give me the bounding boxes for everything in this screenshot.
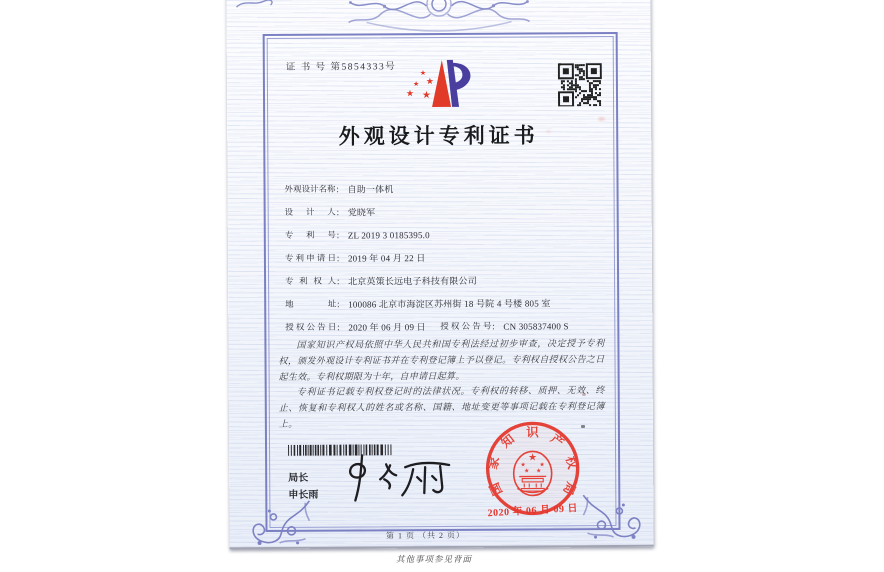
body-paragraph-1: 国家知识产权局依照中华人民共和国专利法经过初步审查，决定授予专利权，颁发外观设计专利证书并在专利登记簿上予以登记。专利权自授权公告之日起生效。专利权期限为十年，自申请日起算。 xyxy=(278,338,605,382)
svg-text:★: ★ xyxy=(539,461,545,469)
svg-text:★: ★ xyxy=(425,77,435,88)
signer-title: 局长 xyxy=(288,472,309,484)
grant-number-pair xyxy=(440,313,568,339)
svg-text:权: 权 xyxy=(563,454,580,471)
field-row-patent-number xyxy=(285,221,605,246)
svg-text:★: ★ xyxy=(412,80,420,89)
page-number: 第 1 页 （共 2 页） xyxy=(386,530,466,541)
field-label: 授权公告日 xyxy=(285,322,337,332)
svg-text:家: 家 xyxy=(485,455,503,471)
field-value: 2020 年 06 月 09 日 xyxy=(348,322,426,333)
field-colon: ： xyxy=(335,207,345,218)
svg-text:局: 局 xyxy=(560,479,579,498)
field-row-patentee xyxy=(285,267,605,292)
cnipa-patent-logo-icon xyxy=(402,56,474,110)
field-value: 100086 北京市海淀区苏州街 18 号院 4 号楼 805 室 xyxy=(348,298,551,310)
body-paragraph-2: 专利证书记载专利权登记时的法律状况。专利权的转移、质押、无效、终止、恢复和专利权人的姓名或名称、国籍、地址变更等事项记载在专利登记簿上。 xyxy=(278,385,605,429)
photo-speck xyxy=(582,393,586,396)
field-colon: ： xyxy=(335,253,345,264)
field-colon: ： xyxy=(335,230,345,241)
field-colon: ： xyxy=(335,184,345,195)
certificate-fields xyxy=(284,175,605,338)
field-label: 地址 xyxy=(285,299,337,309)
field-label: 设计人 xyxy=(284,207,336,217)
field-row-grant-date-and-number xyxy=(285,313,605,338)
handwritten-signature-icon xyxy=(337,450,455,505)
qr-code-icon xyxy=(558,63,602,106)
field-label: 专利号 xyxy=(284,230,336,240)
signer-name: 申长雨 xyxy=(288,489,319,501)
field-row-filing-date xyxy=(285,244,605,269)
field-row-design-name xyxy=(284,175,604,200)
svg-text:★: ★ xyxy=(535,467,542,475)
svg-text:★: ★ xyxy=(421,90,432,102)
svg-text:★: ★ xyxy=(419,69,427,78)
field-row-address xyxy=(285,290,605,315)
field-value: ZL 2019 3 0185395.0 xyxy=(347,230,430,241)
photo-speck xyxy=(581,425,585,428)
svg-text:国: 国 xyxy=(487,480,506,498)
field-label: 外观设计名称 xyxy=(284,184,336,194)
svg-text:★: ★ xyxy=(520,461,526,469)
top-left-ornament-fragment xyxy=(234,0,274,11)
field-label: 专利权人 xyxy=(285,276,337,286)
field-value: CN 305837400 S xyxy=(503,321,569,332)
svg-text:产: 产 xyxy=(547,431,567,451)
back-side-note: 其他事项参见背面 xyxy=(396,554,473,564)
svg-text:识: 识 xyxy=(526,425,539,440)
field-colon: ： xyxy=(336,322,346,333)
svg-text:★: ★ xyxy=(405,89,415,100)
field-value: 北京英策长远电子科技有限公司 xyxy=(348,275,477,287)
field-value: 党晓军 xyxy=(347,207,376,218)
svg-text:★: ★ xyxy=(528,452,538,464)
photo-speck xyxy=(546,130,551,133)
field-colon: ： xyxy=(336,299,346,310)
field-value: 2019 年 04 月 22 日 xyxy=(347,253,426,264)
field-label: 专利申请日 xyxy=(284,253,336,263)
field-value: 自助一体机 xyxy=(347,184,394,195)
seal-date: 2020 年 06 月 09 日 xyxy=(487,502,579,520)
certificate-paper xyxy=(226,0,653,549)
svg-text:★: ★ xyxy=(523,467,530,475)
field-label: 授权公告号 xyxy=(440,321,492,331)
signer-block xyxy=(288,470,318,504)
field-colon: ： xyxy=(491,321,501,332)
photo-speck xyxy=(598,117,605,121)
field-colon: ： xyxy=(336,276,346,287)
svg-text:知: 知 xyxy=(498,431,518,451)
field-row-designer xyxy=(285,198,605,223)
certificate-title: 外观设计专利证书 xyxy=(338,123,539,149)
certificate-number: 证 书 号 第5854333号 xyxy=(285,62,397,73)
